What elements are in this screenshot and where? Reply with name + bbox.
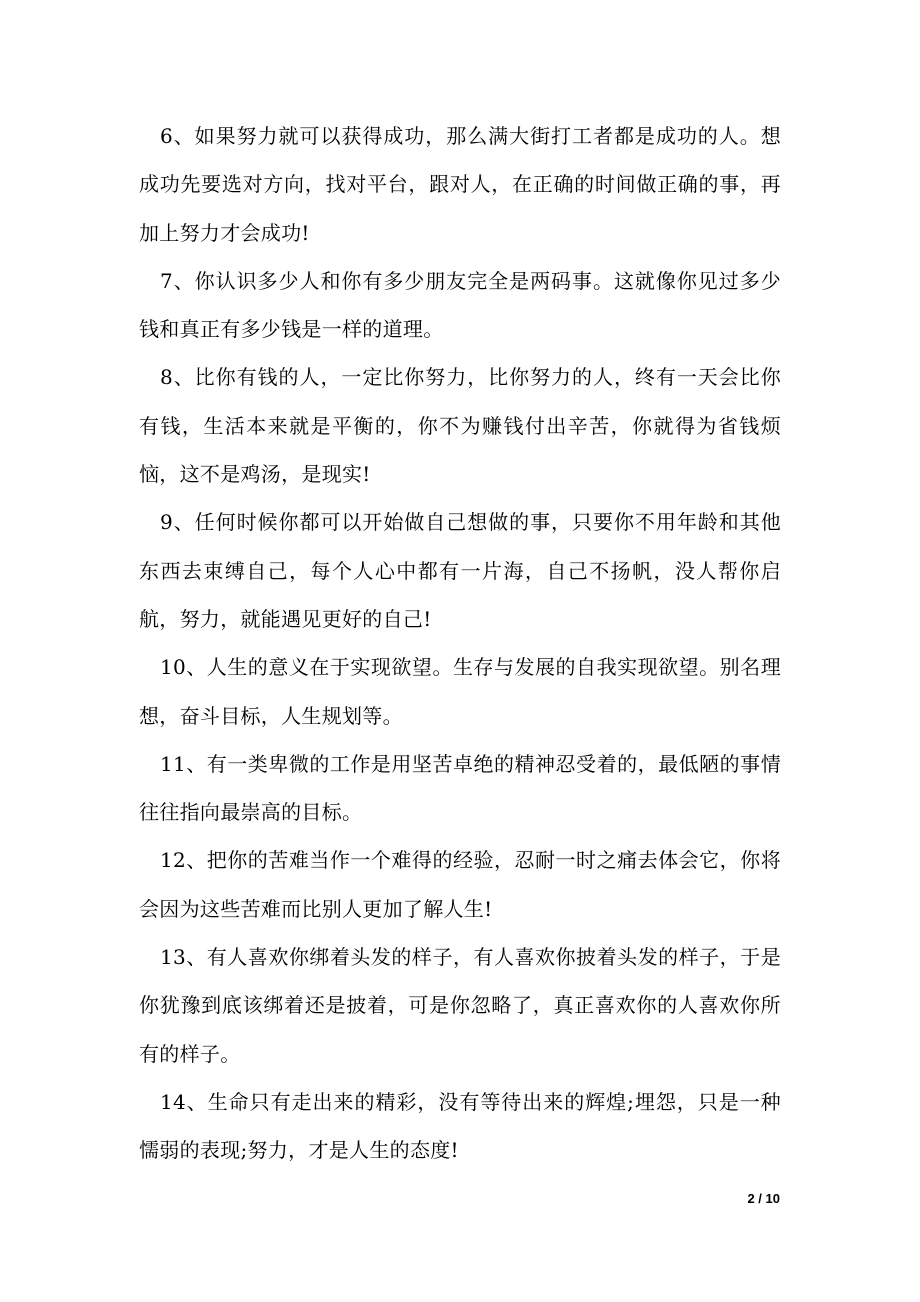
paragraph-11: 11、有一类卑微的工作是用坚苦卓绝的精神忍受着的，最低陋的事情往往指向最崇高的目标。 bbox=[139, 751, 781, 825]
paragraph-8: 8、比你有钱的人，一定比你努力，比你努力的人，终有一天会比你有钱，生活本来就是平衡的，你不为赚钱付出辛苦，你就得为省钱烦恼，这不是鸡汤，是现实! bbox=[139, 365, 781, 487]
document-body bbox=[139, 112, 781, 1175]
paragraph-9: 9、任何时候你都可以开始做自己想做的事，只要你不用年龄和其他东西去束缚自己，每个人心中都有一片海，自己不扬帆，没人帮你启航，努力，就能遇见更好的自己! bbox=[139, 510, 781, 631]
paragraph-7: 7、你认识多少人和你有多少朋友完全是两码事。这就像你见过多少钱和真正有多少钱是一样的道理。 bbox=[139, 268, 781, 342]
paragraph-14: 14、生命只有走出来的精彩，没有等待出来的辉煌;埋怨，只是一种懦弱的表现;努力，才是人生的态度! bbox=[139, 1089, 781, 1163]
paragraph-6: 6、如果努力就可以获得成功，那么满大街打工者都是成功的人。想成功先要选对方向，找对平台，跟对人，在正确的时间做正确的事，再加上努力才会成功! bbox=[139, 124, 781, 245]
paragraph-13: 13、有人喜欢你绑着头发的样子，有人喜欢你披着头发的样子，于是你犹豫到底该绑着还是披着，可是你忽略了，真正喜欢你的人喜欢你所有的样子。 bbox=[139, 945, 781, 1066]
paragraph-12: 12、把你的苦难当作一个难得的经验，忍耐一时之痛去体会它，你将会因为这些苦难而比别人更加了解人生! bbox=[139, 848, 781, 921]
page-number: 2 / 10 bbox=[747, 1191, 780, 1206]
paragraph-10: 10、人生的意义在于实现欲望。生存与发展的自我实现欲望。别名理想，奋斗目标，人生规划等。 bbox=[139, 655, 781, 728]
